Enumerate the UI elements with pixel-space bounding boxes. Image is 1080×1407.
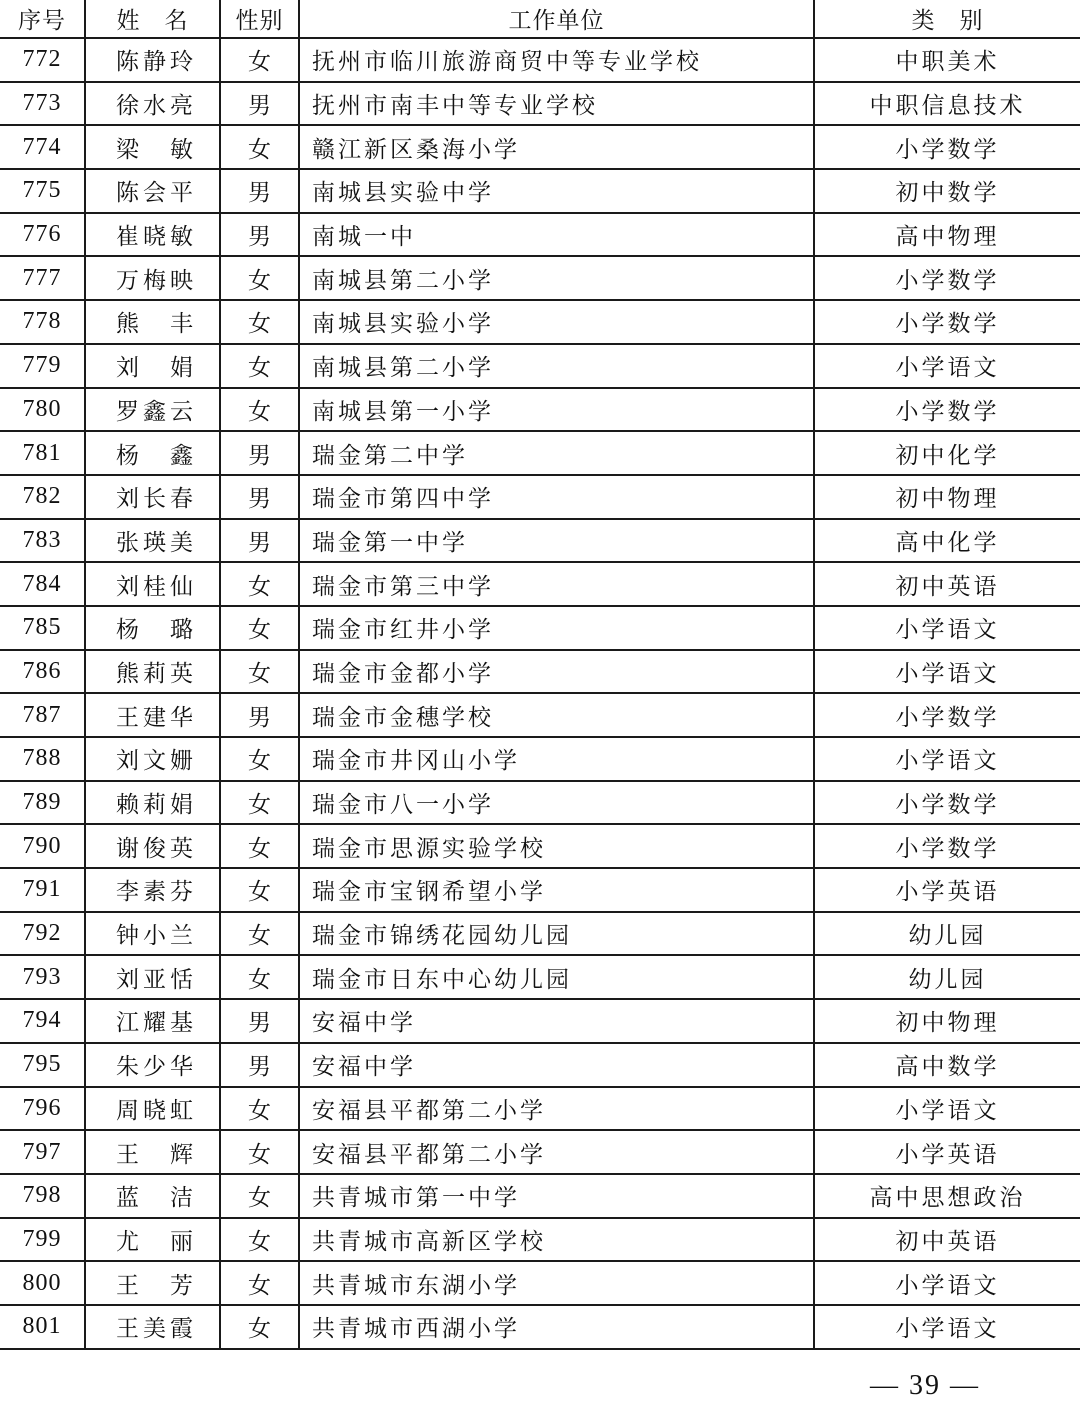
table-row — [0, 300, 1080, 344]
cell-work-unit: 安福中学 — [299, 1043, 814, 1087]
cell-sex: 男 — [220, 431, 299, 475]
cell-serial-number: 775 — [0, 169, 85, 213]
table-row — [0, 1218, 1080, 1262]
cell-sex: 男 — [220, 693, 299, 737]
cell-sex: 女 — [220, 912, 299, 956]
cell-category: 初中化学 — [814, 431, 1080, 475]
cell-name: 熊莉英 — [85, 650, 220, 694]
cell-sex: 女 — [220, 737, 299, 781]
cell-serial-number: 780 — [0, 388, 85, 432]
header-work-unit: 工作单位 — [299, 0, 814, 38]
cell-work-unit: 瑞金市金穗学校 — [299, 693, 814, 737]
cell-serial-number: 773 — [0, 82, 85, 126]
cell-work-unit: 南城一中 — [299, 213, 814, 257]
cell-serial-number: 779 — [0, 344, 85, 388]
cell-name: 王美霞 — [85, 1305, 220, 1349]
table-row — [0, 169, 1080, 213]
table-row — [0, 955, 1080, 999]
cell-work-unit: 南城县第二小学 — [299, 344, 814, 388]
cell-work-unit: 共青城市高新区学校 — [299, 1218, 814, 1262]
cell-work-unit: 瑞金第二中学 — [299, 431, 814, 475]
cell-category: 小学数学 — [814, 300, 1080, 344]
cell-sex: 女 — [220, 388, 299, 432]
cell-sex: 女 — [220, 1174, 299, 1218]
cell-name: 张瑛美 — [85, 519, 220, 563]
cell-name: 江耀基 — [85, 999, 220, 1043]
table-row — [0, 1087, 1080, 1131]
cell-name: 尤 丽 — [85, 1218, 220, 1262]
cell-category: 初中英语 — [814, 562, 1080, 606]
cell-sex: 女 — [220, 650, 299, 694]
cell-serial-number: 782 — [0, 475, 85, 519]
table-body — [0, 38, 1080, 1349]
cell-name: 杨 鑫 — [85, 431, 220, 475]
cell-serial-number: 793 — [0, 955, 85, 999]
cell-name: 刘亚恬 — [85, 955, 220, 999]
cell-category: 小学语文 — [814, 737, 1080, 781]
cell-serial-number: 794 — [0, 999, 85, 1043]
cell-work-unit: 瑞金市锦绣花园幼儿园 — [299, 912, 814, 956]
cell-name: 李素芬 — [85, 868, 220, 912]
table-row — [0, 562, 1080, 606]
table-row — [0, 344, 1080, 388]
cell-category: 小学语文 — [814, 344, 1080, 388]
cell-name: 杨 璐 — [85, 606, 220, 650]
table-row — [0, 912, 1080, 956]
cell-category: 小学数学 — [814, 824, 1080, 868]
table-row — [0, 388, 1080, 432]
table-row — [0, 693, 1080, 737]
cell-work-unit: 共青城市东湖小学 — [299, 1261, 814, 1305]
table-row — [0, 213, 1080, 257]
cell-work-unit: 赣江新区桑海小学 — [299, 125, 814, 169]
cell-serial-number: 789 — [0, 781, 85, 825]
cell-category: 小学数学 — [814, 388, 1080, 432]
table-header-row — [0, 0, 1080, 38]
cell-category: 中职美术 — [814, 38, 1080, 82]
cell-name: 徐水亮 — [85, 82, 220, 126]
cell-name: 王建华 — [85, 693, 220, 737]
cell-name: 熊 丰 — [85, 300, 220, 344]
table-row — [0, 824, 1080, 868]
cell-work-unit: 共青城市西湖小学 — [299, 1305, 814, 1349]
cell-serial-number: 796 — [0, 1087, 85, 1131]
cell-name: 刘 娟 — [85, 344, 220, 388]
cell-category: 小学数学 — [814, 693, 1080, 737]
cell-sex: 男 — [220, 213, 299, 257]
cell-work-unit: 抚州市临川旅游商贸中等专业学校 — [299, 38, 814, 82]
cell-work-unit: 瑞金市八一小学 — [299, 781, 814, 825]
cell-serial-number: 800 — [0, 1261, 85, 1305]
table-row — [0, 737, 1080, 781]
cell-work-unit: 瑞金市金都小学 — [299, 650, 814, 694]
header-serial-number: 序号 — [0, 0, 85, 38]
cell-category: 小学英语 — [814, 868, 1080, 912]
table-row — [0, 1174, 1080, 1218]
cell-serial-number: 801 — [0, 1305, 85, 1349]
table-row — [0, 781, 1080, 825]
cell-sex: 男 — [220, 999, 299, 1043]
cell-name: 王 芳 — [85, 1261, 220, 1305]
cell-category: 初中物理 — [814, 475, 1080, 519]
table-row — [0, 38, 1080, 82]
cell-sex: 女 — [220, 1087, 299, 1131]
cell-serial-number: 781 — [0, 431, 85, 475]
cell-sex: 女 — [220, 868, 299, 912]
cell-sex: 男 — [220, 169, 299, 213]
table-row — [0, 82, 1080, 126]
cell-sex: 女 — [220, 824, 299, 868]
cell-serial-number: 792 — [0, 912, 85, 956]
cell-name: 朱少华 — [85, 1043, 220, 1087]
cell-name: 刘文姗 — [85, 737, 220, 781]
cell-sex: 男 — [220, 519, 299, 563]
cell-work-unit: 瑞金市第四中学 — [299, 475, 814, 519]
table-row — [0, 475, 1080, 519]
cell-work-unit: 瑞金第一中学 — [299, 519, 814, 563]
cell-sex: 女 — [220, 606, 299, 650]
cell-category: 高中化学 — [814, 519, 1080, 563]
header-sex: 性别 — [220, 0, 299, 38]
cell-serial-number: 795 — [0, 1043, 85, 1087]
cell-sex: 女 — [220, 344, 299, 388]
cell-sex: 男 — [220, 82, 299, 126]
cell-name: 崔晓敏 — [85, 213, 220, 257]
cell-sex: 女 — [220, 1130, 299, 1174]
cell-serial-number: 778 — [0, 300, 85, 344]
cell-name: 钟小兰 — [85, 912, 220, 956]
cell-serial-number: 798 — [0, 1174, 85, 1218]
cell-work-unit: 瑞金市井冈山小学 — [299, 737, 814, 781]
cell-category: 小学语文 — [814, 606, 1080, 650]
cell-sex: 女 — [220, 38, 299, 82]
table-row — [0, 868, 1080, 912]
cell-sex: 女 — [220, 562, 299, 606]
cell-work-unit: 南城县实验中学 — [299, 169, 814, 213]
cell-category: 高中思想政治 — [814, 1174, 1080, 1218]
table-row — [0, 606, 1080, 650]
cell-work-unit: 瑞金市第三中学 — [299, 562, 814, 606]
cell-sex: 女 — [220, 1305, 299, 1349]
cell-serial-number: 797 — [0, 1130, 85, 1174]
cell-work-unit: 安福中学 — [299, 999, 814, 1043]
cell-sex: 女 — [220, 300, 299, 344]
cell-serial-number: 790 — [0, 824, 85, 868]
cell-category: 小学数学 — [814, 256, 1080, 300]
cell-work-unit: 安福县平都第二小学 — [299, 1130, 814, 1174]
cell-category: 小学语文 — [814, 650, 1080, 694]
cell-name: 万梅映 — [85, 256, 220, 300]
header-name: 姓 名 — [85, 0, 220, 38]
cell-name: 刘桂仙 — [85, 562, 220, 606]
cell-name: 陈会平 — [85, 169, 220, 213]
cell-name: 陈静玲 — [85, 38, 220, 82]
cell-work-unit: 南城县第二小学 — [299, 256, 814, 300]
table-row — [0, 519, 1080, 563]
cell-serial-number: 783 — [0, 519, 85, 563]
cell-category: 幼儿园 — [814, 912, 1080, 956]
cell-name: 赖莉娟 — [85, 781, 220, 825]
cell-sex: 女 — [220, 256, 299, 300]
cell-serial-number: 784 — [0, 562, 85, 606]
table-row — [0, 1043, 1080, 1087]
cell-work-unit: 安福县平都第二小学 — [299, 1087, 814, 1131]
cell-work-unit: 南城县第一小学 — [299, 388, 814, 432]
cell-sex: 女 — [220, 1218, 299, 1262]
table-row — [0, 650, 1080, 694]
table-row — [0, 256, 1080, 300]
cell-category: 小学语文 — [814, 1087, 1080, 1131]
cell-serial-number: 791 — [0, 868, 85, 912]
cell-work-unit: 瑞金市日东中心幼儿园 — [299, 955, 814, 999]
cell-name: 蓝 洁 — [85, 1174, 220, 1218]
cell-serial-number: 799 — [0, 1218, 85, 1262]
cell-work-unit: 共青城市第一中学 — [299, 1174, 814, 1218]
table-row — [0, 431, 1080, 475]
cell-category: 初中英语 — [814, 1218, 1080, 1262]
cell-work-unit: 瑞金市宝钢希望小学 — [299, 868, 814, 912]
cell-serial-number: 786 — [0, 650, 85, 694]
cell-work-unit: 南城县实验小学 — [299, 300, 814, 344]
table-row — [0, 1261, 1080, 1305]
table-row — [0, 999, 1080, 1043]
header-category: 类 别 — [814, 0, 1080, 38]
cell-category: 幼儿园 — [814, 955, 1080, 999]
table-row — [0, 125, 1080, 169]
cell-work-unit: 瑞金市思源实验学校 — [299, 824, 814, 868]
cell-work-unit: 瑞金市红井小学 — [299, 606, 814, 650]
cell-category: 初中数学 — [814, 169, 1080, 213]
cell-sex: 女 — [220, 1261, 299, 1305]
cell-sex: 男 — [220, 475, 299, 519]
page-number: — 39 — — [870, 1370, 980, 1401]
cell-name: 梁 敏 — [85, 125, 220, 169]
cell-name: 刘长春 — [85, 475, 220, 519]
cell-category: 小学数学 — [814, 781, 1080, 825]
cell-category: 小学英语 — [814, 1130, 1080, 1174]
cell-sex: 女 — [220, 125, 299, 169]
cell-serial-number: 785 — [0, 606, 85, 650]
cell-name: 谢俊英 — [85, 824, 220, 868]
cell-serial-number: 788 — [0, 737, 85, 781]
cell-category: 初中物理 — [814, 999, 1080, 1043]
cell-serial-number: 772 — [0, 38, 85, 82]
cell-category: 小学语文 — [814, 1305, 1080, 1349]
cell-category: 小学数学 — [814, 125, 1080, 169]
cell-category: 高中物理 — [814, 213, 1080, 257]
cell-serial-number: 787 — [0, 693, 85, 737]
cell-serial-number: 776 — [0, 213, 85, 257]
cell-name: 王 辉 — [85, 1130, 220, 1174]
cell-category: 高中数学 — [814, 1043, 1080, 1087]
cell-sex: 女 — [220, 955, 299, 999]
cell-sex: 女 — [220, 781, 299, 825]
cell-serial-number: 774 — [0, 125, 85, 169]
cell-serial-number: 777 — [0, 256, 85, 300]
cell-name: 周晓虹 — [85, 1087, 220, 1131]
cell-name: 罗鑫云 — [85, 388, 220, 432]
table-row — [0, 1305, 1080, 1349]
cell-work-unit: 抚州市南丰中等专业学校 — [299, 82, 814, 126]
cell-category: 中职信息技术 — [814, 82, 1080, 126]
cell-sex: 男 — [220, 1043, 299, 1087]
cell-category: 小学语文 — [814, 1261, 1080, 1305]
table-row — [0, 1130, 1080, 1174]
